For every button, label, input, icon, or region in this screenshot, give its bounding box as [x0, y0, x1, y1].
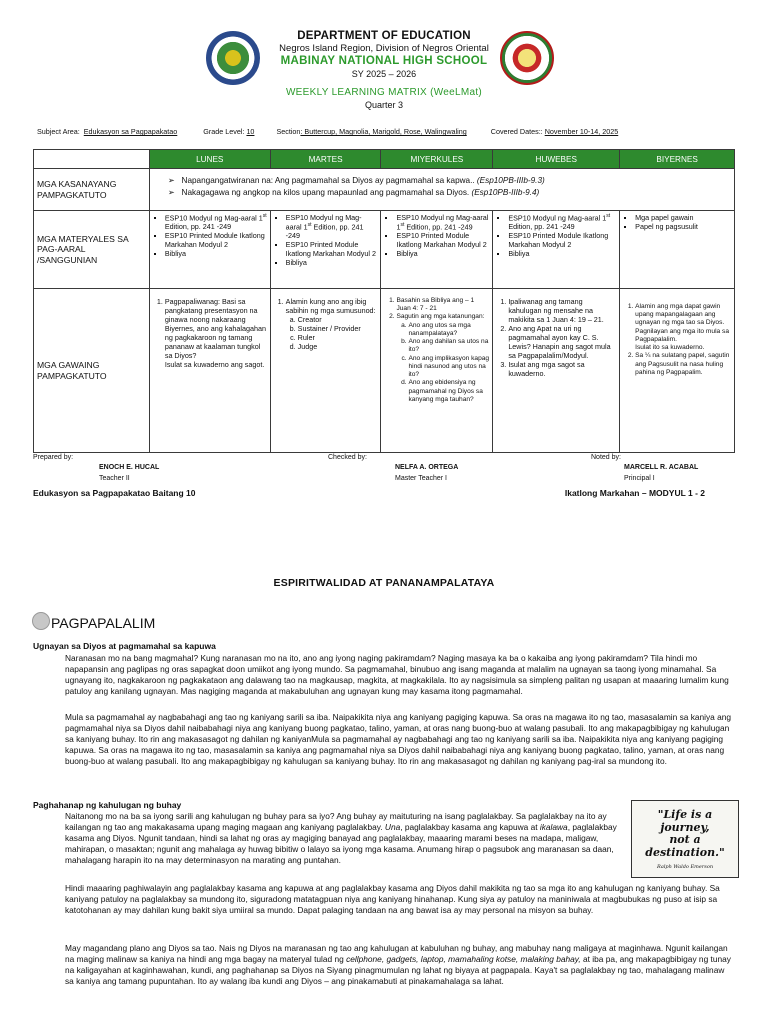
material-item: ▪ ESP10 Printed Module Ikatlong Markahan Modyul 2 [165, 231, 267, 249]
activity-subitem: b. Ano ang dahilan sa utos na ito? [408, 338, 489, 354]
materials-cell-lunes [149, 211, 270, 289]
materials-cell-huwebes [493, 211, 620, 289]
activity-item: 1. Pagpapaliwanag: Basi sa pangkatang presentasyon na ginawa noong nakaraang Biyernes, ano ang kahalagahan ng pagkakaroon ng tamang pananaw at kaalaman tungkol sa Diyos? Isulat sa kuwaderno ang sagot. [165, 297, 267, 369]
grade-label: Grade Level: [203, 127, 245, 136]
dates-value: November 10-14, 2025 [544, 127, 619, 136]
competency-list [149, 169, 734, 211]
day-header-row [34, 150, 735, 169]
competency-code: (Esp10PB-IIIb-9.3) [476, 176, 545, 185]
activity-item: 2. Sa ¼ na sulatang papel, sagutin ang Pagsusulit na nasa huling pahina ng Pagpapalim. [635, 352, 731, 377]
noted-label: Noted by: [591, 454, 621, 461]
activities-row [34, 289, 735, 453]
quote-line: not a destination." [645, 833, 725, 859]
materials-cell-martes [270, 211, 381, 289]
prepared-label: Prepared by: [33, 454, 74, 461]
activities-cell-huwebes [493, 289, 620, 453]
activity-subitem: d. Judge [298, 342, 378, 351]
competency-item: ➢ Nakagagawa ng angkop na kilos upang mapaunlad ang pagmamahal sa Diyos. (Esp10PB-IIIb-9.4) [167, 188, 540, 198]
corner-cell [34, 150, 150, 169]
activity-item: 3. Isulat ang mga sagot sa kuwaderno. [508, 360, 616, 378]
day-header: MIYERKULES [381, 150, 493, 169]
school-name: MABINAY NATIONAL HIGH SCHOOL [280, 55, 488, 67]
row-label-competencies: MGA KASANAYANG PAMPAGKATUTO [34, 169, 150, 211]
heading-ugnayan: Ugnayan sa Diyos at pagmamahal sa kapuwa [33, 641, 216, 651]
material-item: ▪ Bibliya [396, 249, 489, 258]
day-header: HUWEBES [493, 150, 620, 169]
activities-cell-martes [270, 289, 381, 453]
paragraph: Naranasan mo na bang magmahal? Kung naranasan mo na ito, ano ang iyong naging pakiramdam? Naging masaya ka ba o kakaiba ang iyong pakiramdam? Tila hindi mo napapansin ang paglipas ng oras sapagkat doon umiikot ang iyong mundo. Sa pagmamahal, binubuo ang isang maganda at malalim na ugnayan sa taong iyong minamahal. Sa ugnayang ito, nagkakaroon ng pagkakataon ang dalawang tao na magkausap, magkita, at magkakilala. Ito ay nagsisimula sa simpleng palitan ng usapan at maaaring lumalim kung patuloy ang kanilang ugnayan. Mas nagiging maganda at makabuluhan ang ugnayan kung may kasama itong pagmamahal. [65, 653, 729, 696]
activity-item: 1. Ipaliwanag ang tamang kahulugan ng mensahe na makikita sa 1 Juan 4: 19 – 21. [508, 297, 616, 324]
material-item: ▪ ESP10 Modyul ng Mag-aaral 1st Edition, pp. 241 -249 [396, 213, 489, 231]
noted-title: Principal I [624, 475, 655, 482]
row-label-activities: MGA GAWAING PAMPAGKATUTO [34, 289, 150, 453]
subject-label: Subject Area: [37, 127, 80, 136]
material-item: ▪ ESP10 Printed Module Ikatlong Markahan Modyul 2 [396, 231, 489, 249]
material-item: ▪ ESP10 Modyul ng Mag-aaral 1st Edition, pp. 241 -249 [165, 213, 267, 231]
competency-item: ➢ Napangangatwiranan na: Ang pagmamahal sa Diyos ay pagmamahal sa kapwa.. (Esp10PB-IIIb-9.3) [167, 176, 545, 185]
section-value: : Buttercup, Magnolia, Marigold, Rose, Walingwaling [300, 127, 467, 136]
subject-value: Edukasyon sa Pagpapakatao [83, 127, 178, 136]
activity-subitem: a. Ano ang utos sa mga nanampalataya? [408, 322, 489, 338]
activity-item: 1. Alamin ang mga dapat gawin upang mapangalagaan ang ugnayan ng mga tao sa Diyos. Pagnilayan ang mga ito mula sa Pagpapalalim. Isulat ito sa kuwaderno. [635, 303, 731, 352]
badge-icon [32, 612, 50, 630]
activity-item: 1. Alamin kung ano ang ibig sabihin ng mga sumusunod: a. Creator b. Sustainer / Provider c. Ruler d. Judge [286, 297, 378, 351]
material-item: ▪ Mga papel gawain [635, 213, 731, 222]
document-header [0, 30, 768, 110]
paragraph: Mula sa pagmamahal ay nagbabahagi ang tao ng kaniyang sarili sa iba. Naipakikita niya ang kaniyang pagiging kapuwa. Sa oras na magawa ito ng tao, masasalamin sa kaniya ang pagmamahal niya sa Diyos dahil naibabahagi niya ang kaniyang buong pagkatao, talino, yaman, at oras nang buong-buo at walang pasubali. Ito ang makapagbibigay ng kahulugan sa kaniyang buhay. Ito rin ang makasasagot ng dahilan ng kaniyanMula sa pagmamahal ay nagbabahagi ang tao ng kaniyang sarili sa iba. Naipakikita niya ang kaniyang pagiging kapuwa. Sa oras na magawa ito ng tao, masasalamin sa kaniya ang pagmamahal niya sa Diyos dahil naibabahagi niya ang kaniyang buong pagkatao, talino, yaman, at oras nang buong-buo at walang pasubali. Ito ang makapagbibigay ng kahulugan sa kaniyang buhay. Ito rin ang makasasagot ng dahilan ng kaniyang pag-iral sa mundong ito. [65, 712, 732, 766]
noted-name: MARCELL R. ACABAL [624, 464, 699, 471]
material-item: ▪ Bibliya [165, 249, 267, 258]
material-item: ▪ ESP10 Printed Module Ikatlong Markahan Modyul 2 [508, 231, 616, 249]
matrix-title: WEEKLY LEARNING MATRIX (WeeLMat) [285, 87, 483, 98]
activity-subitem: a. Creator [298, 315, 378, 324]
competency-row [34, 169, 735, 211]
quote-author: Ralph Waldo Emerson [656, 863, 714, 870]
region-division: Negros Island Region, Division of Negros Oriental [279, 43, 489, 54]
day-header: MARTES [270, 150, 381, 169]
materials-cell-miyerkules [381, 211, 493, 289]
material-item: ▪ Papel ng pagsusulit [635, 222, 731, 231]
checked-label: Checked by: [328, 454, 367, 461]
department-title: DEPARTMENT OF EDUCATION [297, 30, 471, 42]
dates-label: Covered Dates:: [490, 127, 543, 136]
material-item: ▪ ESP10 Modyul ng Mag-aaral 1st Edition, pp. 241 -249 [286, 213, 378, 240]
activity-subitem: d. Ano ang ebidensiya ng pagmamahal ng Diyos sa kanyang mga tauhan? [408, 379, 489, 404]
material-item: ▪ ESP10 Modyul ng Mag-aaral 1st Edition, pp. 241 -249 [508, 213, 616, 231]
heading-paghahanap: Paghahanap ng kahulugan ng buhay [33, 800, 182, 810]
activity-item: 2. Ano ang Apat na uri ng pagmamahal ayon kay C. S. Lewis? Hanapin ang sagot mula sa Pagpapalalim/Modyul. [508, 324, 616, 360]
weekly-learning-matrix [33, 149, 735, 453]
quote-line: "Life is a journey, [657, 808, 713, 834]
section-title: PAGPAPALALIM [32, 612, 155, 631]
material-item: ▪ ESP10 Printed Module Ikatlong Markahan Modyul 2 [286, 240, 378, 258]
materials-row [34, 211, 735, 289]
quote-image [631, 800, 739, 878]
footer-subject: Edukasyon sa Pagpapakatao Baitang 10 [33, 488, 196, 498]
lesson-title: ESPIRITWALIDAD AT PANANAMPALATAYA [273, 577, 495, 589]
grade-value: 10 [246, 127, 255, 136]
section-label: Section [276, 127, 301, 136]
activities-cell-lunes [149, 289, 270, 453]
competency-code: (Esp10PB-IIIb-9.4) [471, 188, 540, 198]
day-header: BIYERNES [620, 150, 735, 169]
activity-subitem: c. Ruler [298, 333, 378, 342]
footer-module: Ikatlong Markahan – MODYUL 1 - 2 [564, 488, 705, 498]
activity-subitem: c. Ano ang implikasyon kapag hindi nasunod ang utos na ito? [408, 355, 489, 380]
subject-info-row [37, 127, 728, 136]
activities-cell-miyerkules [381, 289, 493, 453]
checked-name: NELFA A. ORTEGA [395, 464, 459, 471]
materials-cell-biyernes [620, 211, 735, 289]
activity-item: 2. Sagutin ang mga katanungan: a. Ano ang utos sa mga nanampalataya? b. Ano ang dahilan sa utos na ito? c. Ano ang implikasyon kapag hindi nasunod ang utos na ito? d. Ano ang ebidensiya ng pagmamahal ng Diyos sa kanyang mga tauhan? [396, 313, 489, 404]
activity-subitem: b. Sustainer / Provider [298, 324, 378, 333]
paragraph: Naitanong mo na ba sa iyong sarili ang kahulugan ng buhay para sa iyo? Ang buhay ay maituturing na isang paglalakbay. Sa paglalakbay na ito ay kailangan ng tao ang makakasama upang maging magaan ang kaniyang paglalakbay. Una, paglalakbay kasama ang kapuwa at ikalawa, paglalakbay kasama ang Diyos. Ngunit tandaan, hindi sa lahat ng oras ay magiging banayad ang paglalakbay, maaaring marami beses na madapa, maligaw, mahirapan, o masaktan; ngunit ang mahalaga ay huwag bibitiw o lalayo sa iyong mga kasama. Anumang hirap o pagsubok ang maranasan sa daan, mahalagang harapin ito na may determinasyon na marating ang puntahan. [65, 811, 617, 865]
activity-item: 1. Basahin sa Bibliya ang – 1 Juan 4: 7 - 21 [396, 297, 489, 313]
material-item: ▪ Bibliya [286, 258, 378, 267]
prepared-name: ENOCH E. HUCAL [99, 464, 160, 471]
day-header: LUNES [149, 150, 270, 169]
quarter: Quarter 3 [364, 100, 404, 110]
school-year: SY 2025 – 2026 [351, 69, 417, 79]
material-item: ▪ Bibliya [508, 249, 616, 258]
row-label-materials: MGA MATERYALES SA PAG-AARAL /SANGGUNIAN [34, 211, 150, 289]
paragraph: Hindi maaaring paghiwalayin ang paglalakbay kasama ang kapuwa at ang paglalakbay kasama ang Diyos dahil makikita ng tao sa mga ito ang kahulugan ng kaniyang buhay. Sa kaniyang patuloy na paglalakbay sa mundong ito, siguradong matatagpuan niya ang kaniyang hinahanap. Kung siya ay patuloy na maniniwala at magbubukas ng puso at isip sa katotohanan ay may dahilan kung bakit siya umiiral sa mundo. Dapat palaging tandaan na ang bawat isa ay may personal na misyon sa buhay. [65, 883, 720, 915]
activities-cell-biyernes [620, 289, 735, 453]
checked-title: Master Teacher I [395, 475, 448, 482]
prepared-title: Teacher II [99, 475, 130, 482]
paragraph: May magandang plano ang Diyos sa tao. Nais ng Diyos na maranasan ng tao ang kahulugan at kabuluhan ng buhay, ang mabuhay nang maligaya at maginhawa. Ngunit kailangan na maging malinaw sa kaniya na hindi ang mga bagay na materyal tulad ng cellphone, gadgets, laptop, mamahaling kotse, malaking bahay, at iba pa, ang makapagbibigay ng tunay na kaligayahan at kaginhawahan, kundi, ang paghahanap sa Diyos na Siyang pinagmumulan ng lahat ng biyaya at pagpapala. Kaya't sa paglalakbay ng tao, mahalagang malinaw sa kaniya ang tamang pupuntahan. Ito ay walang iba kundi ang Diyos – ang pinakamabuti at pinakamahalaga sa lahat. [65, 943, 731, 986]
